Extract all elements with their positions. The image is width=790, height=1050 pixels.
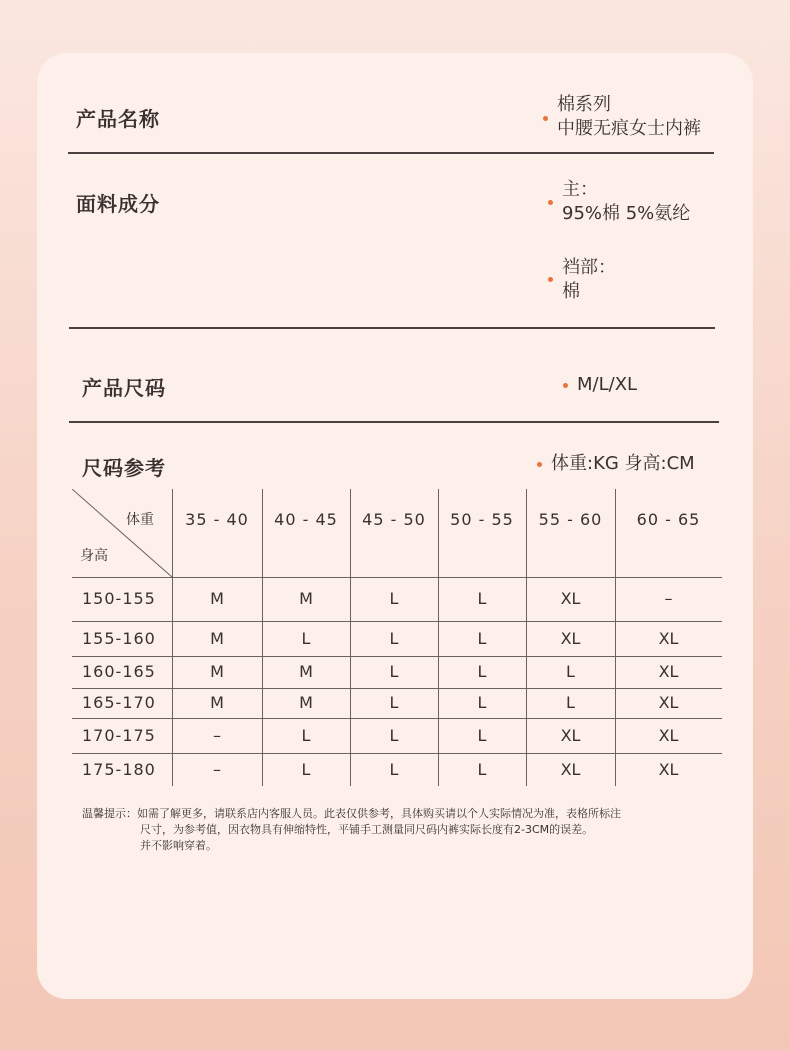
size-cell: XL (658, 725, 679, 745)
weight-header: 35 - 40 (185, 510, 249, 529)
size-cell: XL (560, 759, 581, 779)
size-cell: L (566, 693, 575, 712)
size-cell: M (299, 693, 313, 712)
size-cell: L (477, 628, 487, 648)
height-label: 155-160 (82, 628, 156, 648)
size-ref-label: 尺码参考 (82, 456, 166, 480)
table-hline (72, 577, 722, 578)
table-hline (72, 753, 722, 754)
size-cell: M (210, 693, 224, 712)
table-hline (72, 718, 722, 719)
product-name-line1: 棉系列 (557, 94, 611, 115)
note-line2: 尺寸，为参考值，因衣物具有伸缩特性，平铺手工测量同尺码内裤实际长度有2-3CM的误差。 (140, 823, 594, 836)
size-cell: L (389, 589, 399, 608)
size-cell: L (301, 759, 311, 779)
fabric-label: 面料成分 (76, 192, 160, 216)
size-cell: L (566, 662, 575, 681)
divider (69, 421, 719, 423)
size-cell: L (301, 628, 311, 648)
divider (69, 327, 715, 329)
bullet-dot (543, 116, 548, 121)
size-cell: XL (560, 589, 581, 608)
size-cell: L (477, 693, 487, 712)
weight-header: 45 - 50 (362, 510, 426, 529)
size-cell: L (477, 662, 487, 681)
size-cell: L (477, 759, 487, 779)
corner-diagonal (72, 489, 174, 579)
size-cell: M (210, 628, 224, 648)
table-hline (72, 621, 722, 622)
size-cell: XL (658, 662, 679, 681)
size-cell: – (664, 589, 673, 608)
table-hline (72, 688, 722, 689)
size-cell: XL (658, 759, 679, 779)
height-label: 160-165 (82, 662, 156, 681)
size-ref-units: 体重:KG 身高:CM (551, 453, 695, 474)
height-label: 165-170 (82, 693, 156, 712)
fabric-main-label: 主： (562, 179, 598, 200)
size-cell: XL (658, 628, 679, 648)
size-cell: M (210, 662, 224, 681)
product-name-label: 产品名称 (76, 107, 160, 131)
weight-header: 60 - 65 (636, 510, 701, 529)
size-cell: L (477, 589, 487, 608)
size-cell: XL (560, 725, 581, 745)
fabric-crotch-value: 棉 (562, 281, 580, 302)
corner-height-label: 身高 (80, 548, 108, 564)
bullet-dot (563, 383, 568, 388)
bullet-dot (548, 277, 553, 282)
size-value: M/L/XL (577, 374, 638, 395)
product-name-line2: 中腰无痕女士内裤 (557, 118, 701, 139)
table-hline (72, 656, 722, 657)
size-cell: XL (560, 628, 581, 648)
fabric-crotch-label: 裆部： (562, 257, 616, 278)
divider (68, 152, 714, 154)
note-line1: 温馨提示：如需了解更多，请联系店内客服人员。此表仅供参考，具体购买请以个人实际情况为准，表格所标注 (82, 807, 621, 820)
size-cell: – (213, 725, 221, 745)
size-cell: L (389, 759, 399, 779)
size-cell: M (210, 589, 224, 608)
height-label: 150-155 (82, 589, 156, 608)
corner-weight-label: 体重 (126, 512, 154, 528)
weight-header: 50 - 55 (450, 510, 514, 529)
size-cell: L (477, 725, 487, 745)
size-cell: – (213, 759, 221, 779)
weight-header: 55 - 60 (538, 510, 603, 529)
size-cell: L (389, 662, 399, 681)
height-label: 170-175 (82, 725, 156, 745)
height-label: 175-180 (82, 759, 156, 779)
fabric-main-value: 95%棉 5%氨纶 (562, 203, 691, 224)
size-label: 产品尺码 (82, 376, 166, 400)
weight-header: 40 - 45 (274, 510, 338, 529)
bullet-dot (537, 462, 542, 467)
size-cell: M (299, 662, 313, 681)
size-cell: M (299, 589, 313, 608)
size-cell: L (301, 725, 311, 745)
size-cell: L (389, 693, 399, 712)
size-cell: XL (658, 693, 679, 712)
size-cell: L (389, 628, 399, 648)
bullet-dot (548, 200, 553, 205)
size-cell: L (389, 725, 399, 745)
note-line3: 并不影响穿着。 (140, 839, 217, 852)
